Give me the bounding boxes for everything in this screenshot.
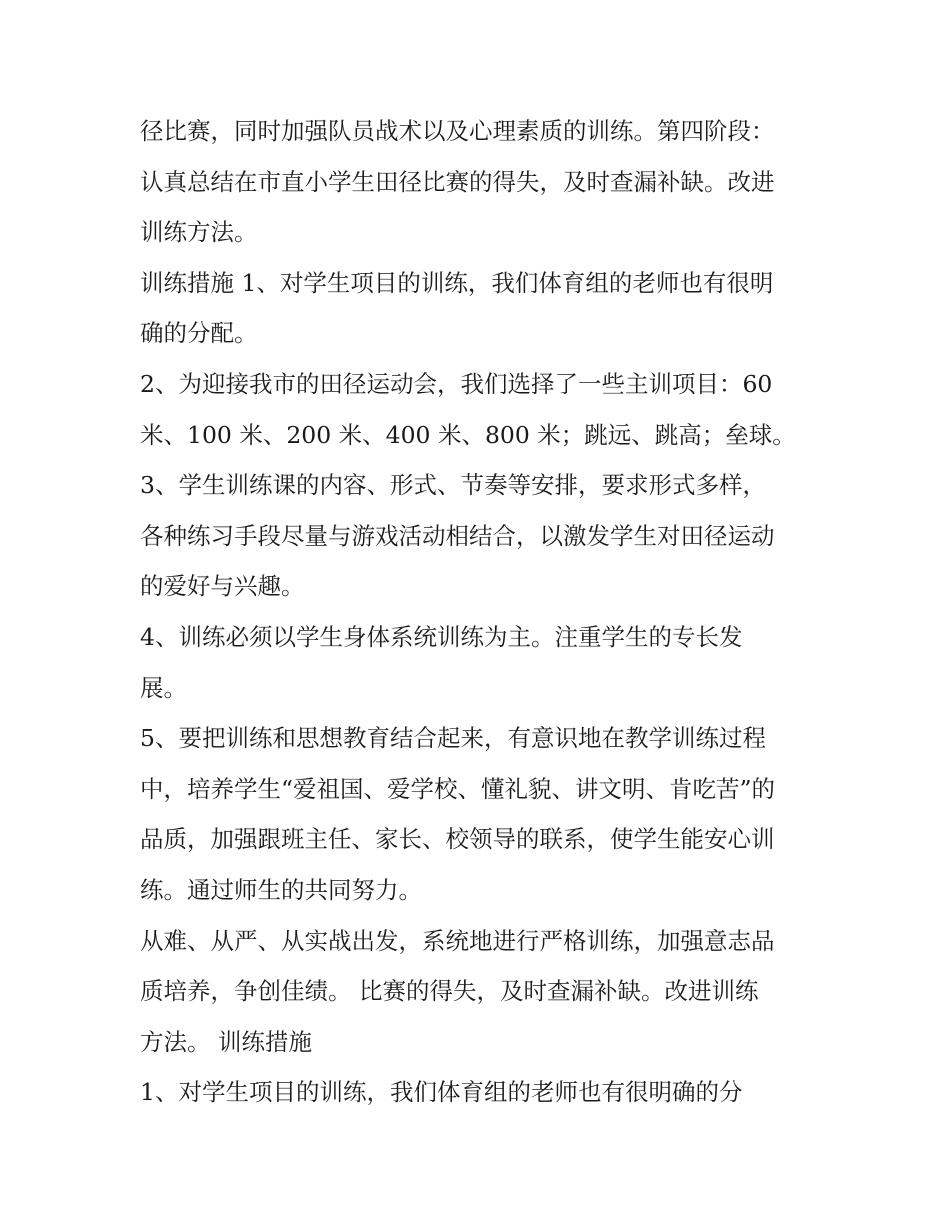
body-text: [140, 106, 820, 1118]
text-line: 质培养，争创佳绩。 比赛的得失，及时查漏补缺。改进训练: [140, 977, 759, 1006]
text-line: 从难、从严、从实战出发，系统地进行严格训练，加强意志品: [140, 926, 775, 955]
paragraph-strict-training: [140, 916, 820, 1068]
text-line: 米、100 米、200 米、400 米、800 米；跳远、跳高；垒球。: [140, 420, 796, 449]
paragraph-training-measure-4: [140, 612, 820, 713]
paragraph-training-measure-5: [140, 713, 820, 915]
text-line: 确的分配。: [140, 319, 258, 348]
text-line: 径比赛，同时加强队员战术以及心理素质的训练。第四阶段：: [140, 117, 775, 145]
paragraph-repeat-measure-1: [140, 1067, 820, 1118]
text-line: 训练措施 1、对学生项目的训练，我们体育组的老师也有很明: [140, 268, 774, 297]
text-line: 4、训练必须以学生身体系统训练为主。注重学生的专长发: [140, 622, 743, 651]
text-line: 展。: [140, 673, 187, 702]
text-line: 各种练习手段尽量与游戏活动相结合，以激发学生对田径运动: [140, 521, 775, 550]
text-line: 中，培养学生“爱祖国、爱学校、懂礼貌、讲文明、肯吃苦”的: [140, 774, 776, 803]
text-line: 2、为迎接我市的田径运动会，我们选择了一些主训项目：60: [140, 369, 773, 398]
paragraph-training-measure-2: [140, 359, 820, 460]
text-line: 3、学生训练课的内容、形式、节奏等安排，要求形式多样，: [140, 471, 766, 500]
paragraph-training-measure-3: [140, 460, 820, 612]
paragraph-stage-four: [140, 106, 820, 258]
text-line: 方法。 训练措施: [140, 1027, 312, 1056]
text-line: 1、对学生项目的训练，我们体育组的老师也有很明确的分: [140, 1078, 743, 1107]
paragraph-training-measure-1: [140, 258, 820, 359]
text-line: 5、要把训练和思想教育结合起来，有意识地在教学训练过程: [140, 724, 766, 753]
text-line: 练。通过师生的共同努力。: [140, 875, 422, 904]
text-line: 训练方法。: [140, 218, 258, 247]
text-line: 品质，加强跟班主任、家长、校领导的联系，使学生能安心训: [140, 825, 775, 854]
text-line: 的爱好与兴趣。: [140, 572, 305, 601]
text-line: 认真总结在市直小学生田径比赛的得失，及时查漏补缺。改进: [140, 167, 775, 196]
